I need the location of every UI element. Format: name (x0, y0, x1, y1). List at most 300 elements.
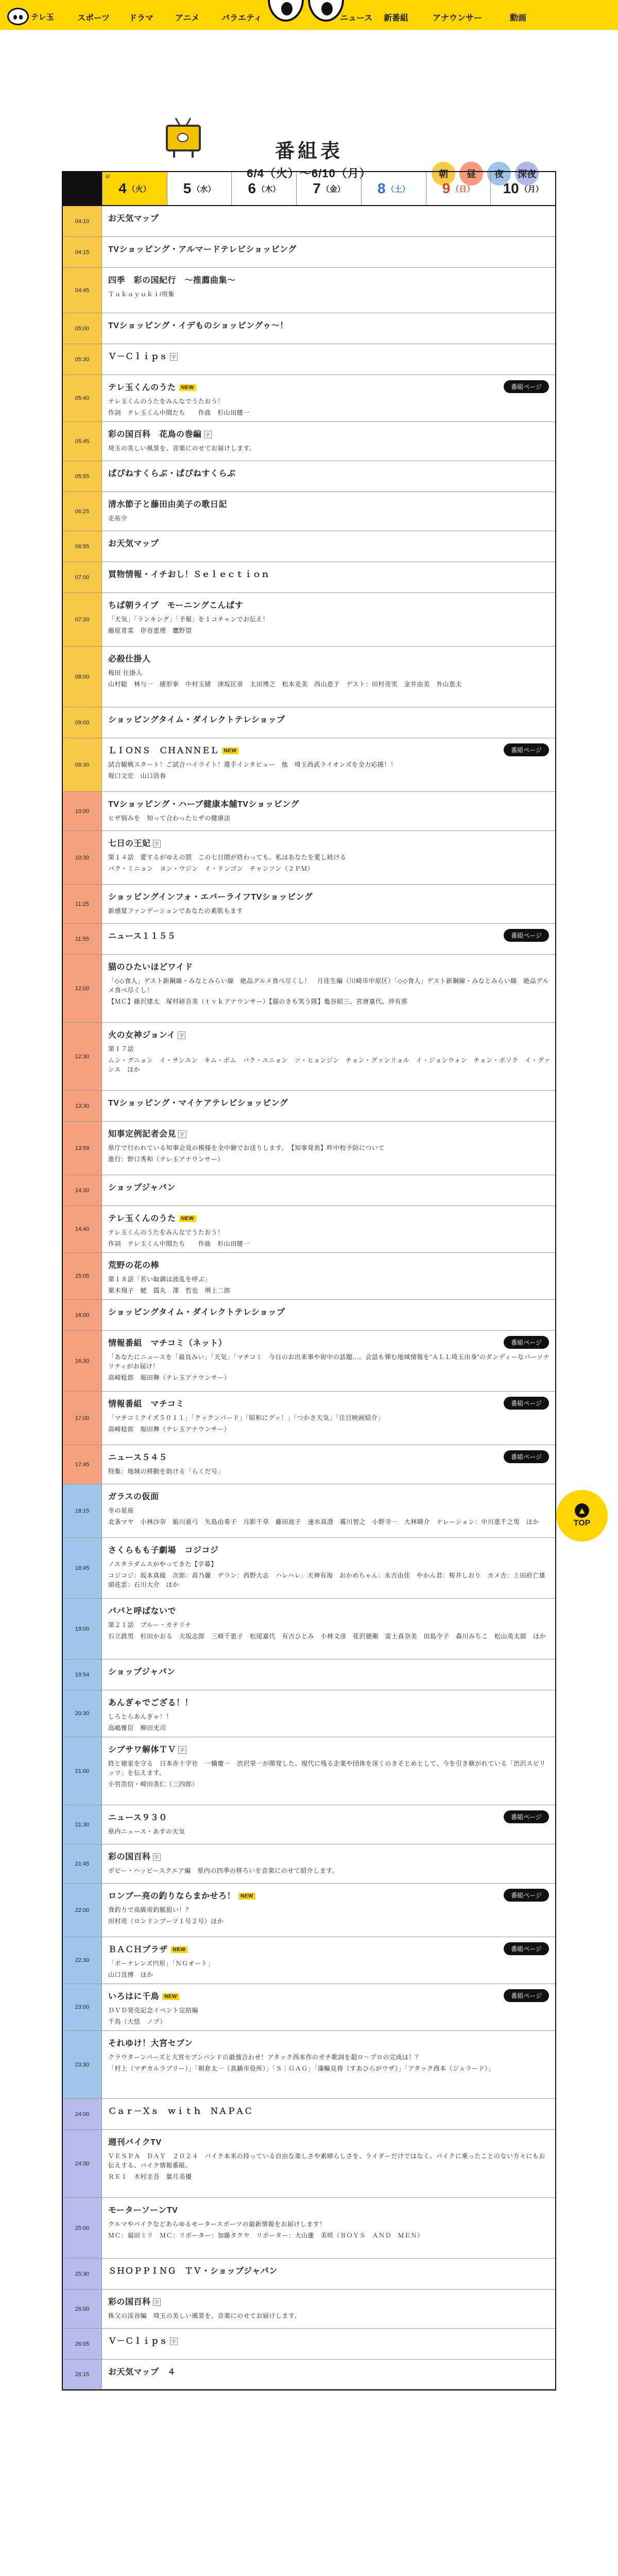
program-row[interactable] (63, 792, 555, 831)
program-row[interactable] (63, 647, 555, 707)
program-body (102, 1206, 555, 1252)
program-time: 09:30 (63, 738, 102, 791)
program-cast: 山口良博 ほか (108, 1971, 153, 1978)
program-row[interactable] (63, 1300, 555, 1331)
tab-day-10[interactable] (490, 172, 555, 205)
program-description: 走祐介 (108, 515, 128, 522)
time-band-2[interactable]: 夜 (487, 162, 511, 185)
program-title (108, 1544, 551, 1555)
program-body (102, 1599, 555, 1659)
program-cast: 作詞 テレ玉くん中間たち 作曲 杉山田健一 (108, 1240, 250, 1247)
tab-day-number: 5 (183, 180, 192, 196)
program-row[interactable] (63, 1484, 555, 1538)
program-description: Ｔａｋａｙｕｋｉ/用集 (108, 291, 175, 298)
nav-announcers[interactable]: アナウンサー (433, 14, 483, 23)
program-title-text: TVショッピング・イデものショッピングゥ～！ (108, 321, 288, 330)
program-title (108, 652, 551, 664)
program-body (102, 1445, 555, 1484)
program-row[interactable] (63, 885, 555, 924)
program-title-text: 必殺仕掛人 (108, 655, 151, 664)
caption-badge: 字 (153, 2298, 161, 2306)
program-description: 冬の星座 (108, 1507, 134, 1514)
program-body (102, 1737, 555, 1805)
program-title-text: シブサワ解体ＴＶ (108, 1745, 177, 1754)
program-row[interactable] (63, 1659, 555, 1690)
program-time: 18:15 (63, 1484, 102, 1537)
arrow-up-icon: ▲ (575, 1503, 589, 1518)
tab-corner (63, 172, 102, 205)
program-title (108, 1181, 551, 1193)
program-time: 05:55 (63, 461, 102, 492)
page-top-button[interactable] (556, 1490, 608, 1541)
program-page-button[interactable]: 番組ページ (504, 929, 549, 942)
nav-videos[interactable]: 動画 (510, 14, 527, 23)
program-description: 梅田 仕掛人 (108, 669, 143, 676)
tv-mascot-icon (163, 117, 204, 159)
program-description: しろとらあんぎゃ！！ (108, 1713, 173, 1720)
program-title (108, 1665, 551, 1677)
program-time: 05:45 (63, 422, 102, 461)
program-row[interactable] (63, 2099, 555, 2130)
program-list (63, 206, 555, 2389)
program-title-text: TVショッピング・ハーブ健康本舗TVショッピング (108, 800, 299, 809)
program-row[interactable] (63, 1737, 555, 1805)
program-page-button[interactable]: 番組ページ (504, 743, 549, 756)
program-row[interactable] (63, 1538, 555, 1599)
tab-day-of-week: （日） (451, 184, 475, 194)
tab-day-4[interactable] (102, 172, 167, 205)
program-body (102, 2259, 555, 2289)
program-title-text: 情報番組 マチコミ（ネット） (108, 1339, 227, 1348)
program-row[interactable] (63, 237, 555, 268)
program-page-button[interactable]: 番組ページ (504, 1810, 549, 1823)
program-description: 第１８話「若い取調は波乱を呼ぶ」 (108, 1276, 212, 1283)
program-time: 23:30 (63, 2031, 102, 2098)
tab-day-9[interactable] (426, 172, 491, 205)
program-title-text: さくらもも子劇場 コジコジ (108, 1546, 219, 1555)
program-row[interactable] (63, 375, 555, 422)
program-title-text: ぱぴねすくらぶ・ぱぴねすくらぶ (108, 469, 236, 478)
program-title-text: パパと呼ばないで (108, 1607, 177, 1616)
program-row[interactable] (63, 1445, 555, 1484)
program-cast: 作詞 テレ玉くん中間たち 作曲 杉山田健一 (108, 409, 250, 416)
program-title (108, 837, 551, 849)
program-time: 26:15 (63, 2360, 102, 2389)
program-row[interactable] (63, 562, 555, 593)
program-description: ＶＥＳＰＡ ＤＡＹ ２０２４ バイク本来の持っている自由な楽しさや素晴らしさを、ライダーだけではなく、バイクに乗ったことのない方々にもお伝えする、バイク情報番組。 (108, 2153, 545, 2169)
program-row[interactable] (63, 831, 555, 885)
site-header (0, 0, 618, 30)
program-time: 05:30 (63, 344, 102, 375)
program-cast: 小宮浩信・崎田美仁（三四郎） (108, 1781, 199, 1788)
tab-day-number: 8 (377, 180, 386, 196)
program-title (108, 1259, 551, 1270)
program-time: 14:30 (63, 1175, 102, 1206)
program-body (102, 461, 555, 492)
program-time: 06:55 (63, 531, 102, 562)
tab-day-6[interactable] (231, 172, 296, 205)
program-time: 26:00 (63, 2290, 102, 2328)
program-title (108, 798, 551, 809)
program-title-text: ガラスの仮面 (108, 1493, 159, 1501)
program-title-text: ＬＩＯＮＳ ＣＨＡＮＮＥＬ (108, 747, 219, 755)
program-title (108, 2204, 551, 2215)
program-page-button[interactable]: 番組ページ (504, 1336, 549, 1349)
program-row[interactable] (63, 1331, 555, 1392)
program-body (102, 2031, 555, 2098)
program-time: 12:30 (63, 1023, 102, 1090)
program-row[interactable] (63, 2031, 555, 2099)
program-description: 「マチコミクイズ５０１１」「クックンパード」「昭和にグッ！」「つかさ天気」「注目映画紹介」 (108, 1414, 384, 1421)
caption-badge: 字 (178, 1746, 186, 1754)
program-description: 「天気」「ランキング」「予報」を１コチャンでお伝え！ (108, 616, 269, 623)
program-time: 06:25 (63, 492, 102, 531)
logo-text: テレ玉 (31, 12, 54, 22)
tab-day-of-week: （金） (321, 184, 345, 194)
program-description: テレ玉くんのうたをみんなでうたおう！ (108, 398, 224, 405)
program-time: 24:00 (63, 2099, 102, 2129)
program-row[interactable] (63, 1690, 555, 1737)
mascot-eyes-icon (268, 0, 345, 24)
program-cast: 山村聡 林与一 緒形拳 中村玉緒 津坂匡章 太田博之 松本克美 西山恵子 ゲスト：田村亮実 金井由美 外山恵太 (108, 681, 462, 688)
program-time: 07:30 (63, 593, 102, 646)
program-time: 04:45 (63, 268, 102, 313)
program-body (102, 268, 555, 313)
program-description: 第２１話 ブルー・カテリナ (108, 1621, 192, 1629)
program-body (102, 792, 555, 831)
program-time: 16:30 (63, 1331, 102, 1391)
nav-drama[interactable]: ドラマ (129, 14, 154, 23)
program-title (108, 2334, 551, 2346)
program-title-text: ショッピングタイム・ダイレクトテレショップ (108, 1308, 285, 1317)
program-description: クラウターンバーズと大宮セブンバンドの最強合わせ！アタック西本作のガチ歌詞を超ロ〜プロの完成は！？ (108, 2054, 422, 2061)
tab-day-number: 6 (248, 180, 256, 196)
program-title-text: 情報番組 マチコミ (108, 1400, 184, 1409)
program-title-text: ショップジャパン (108, 1183, 176, 1192)
caption-badge: 字 (170, 2337, 178, 2345)
program-time: 21:00 (63, 1737, 102, 1805)
program-title (108, 1696, 551, 1708)
program-title (108, 1451, 551, 1463)
program-row[interactable] (63, 707, 555, 738)
program-title (108, 960, 551, 972)
program-body (102, 344, 555, 375)
program-body (102, 1538, 555, 1598)
program-description: 県庁で行われている知事会見の模様を全中継でお送りします。 【知事発表】昨中校予防について (108, 1144, 385, 1151)
program-cast: 田村亮（ロンドンブーツ１号２号）ほか (108, 1918, 224, 1925)
ondemand-badge: NEW (179, 384, 196, 391)
program-time: 09:00 (63, 707, 102, 738)
program-body (102, 2198, 555, 2258)
program-time: 04:10 (63, 206, 102, 236)
ondemand-badge: NEW (162, 1993, 179, 2000)
program-title-text: 彩の国百科 (108, 1853, 151, 1861)
program-title (108, 1850, 551, 1862)
program-page-button[interactable]: 番組ページ (504, 1889, 549, 1902)
program-title-text: TVショッピング・マイケアテレビショッピング (108, 1099, 288, 1108)
program-cast: コジコジ：坂本真綾 次郎：高乃麗 ゲラン：西野大志 ハレハレ：天神有海 おかめちゃん：永吉由佳 やかん君：桜井しおり カメ吉：上田府亡雄 頭花雲：石川大介 ほか (108, 1572, 552, 1588)
program-schedule (62, 171, 556, 2391)
program-title-text: あんぎゃでござる！！ (108, 1699, 194, 1707)
tab-day-number: 9 (442, 180, 451, 196)
program-time: 22:30 (63, 1937, 102, 1984)
program-row[interactable] (63, 1175, 555, 1206)
time-band-1[interactable]: 昼 (459, 162, 483, 185)
program-page-button[interactable]: 番組ページ (504, 1942, 549, 1955)
program-title-text: 彩の国百科 花鳥の巻編 (108, 430, 202, 439)
program-cast: 【ＭＣ】藤沢建太 塚村研吾美（ｔｖｋアナウンサー）【猫のきも笑う隊】亀谷昭三、宮唐嘉代、沖有那 (108, 998, 408, 1005)
program-body (102, 1690, 555, 1737)
program-page-button[interactable]: 番組ページ (504, 1450, 549, 1463)
program-row[interactable] (63, 492, 555, 531)
program-body (102, 1175, 555, 1206)
program-title-text: お天気マップ (108, 539, 159, 548)
program-title (108, 890, 551, 902)
program-title (108, 498, 551, 510)
program-cast: 進行：野口秀和（テレ玉アナウンサー） (108, 1156, 224, 1163)
nav-anime[interactable]: アニメ (175, 14, 200, 23)
program-title-text: 知事定例記者会見 (108, 1130, 177, 1139)
program-description: 試合観戦スタート！ご試合ハイライト！選手インタビュー 他 埼玉西武ライオンズを全力応援！！ (108, 761, 397, 768)
program-description: 「ボーナレンズ円形」「ＮＧオート」 (108, 1960, 214, 1967)
program-row[interactable] (63, 738, 555, 792)
program-title (108, 2295, 551, 2307)
program-title (108, 2105, 551, 2116)
day-tabs (63, 172, 555, 206)
program-title (108, 1811, 551, 1823)
program-time: 19:00 (63, 1599, 102, 1659)
program-title (108, 1490, 551, 1502)
program-page-button[interactable]: 番組ページ (504, 1397, 549, 1410)
program-row[interactable] (63, 422, 555, 461)
program-time: 10:00 (63, 792, 102, 831)
program-description: ノスタラダムスがやってきた【字幕】 (108, 1561, 217, 1568)
tab-day-of-week: （木） (257, 184, 281, 194)
nav-new-programs[interactable]: 新番組 (384, 14, 409, 23)
program-row[interactable] (63, 1884, 555, 1937)
program-time: 11:25 (63, 885, 102, 923)
program-cast: 石立鉄男 杉田かおる 大坂志郎 三崎千恵子 松尾嘉代 有吉ひとみ 小林文彦 花沢徳衛 富士真奈美 田島令子 森川みちこ 松山英太郎 ほか (108, 1633, 546, 1640)
tab-month: 6/ (106, 174, 110, 180)
program-time: 23:00 (63, 1984, 102, 2030)
program-body (102, 492, 555, 531)
program-body (102, 2290, 555, 2328)
program-title-text: テレ玉くんのうた (108, 383, 176, 392)
program-row[interactable] (63, 2329, 555, 2360)
program-body (102, 738, 555, 791)
program-description: 第１７話 (108, 1045, 134, 1053)
program-row[interactable] (63, 1937, 555, 1984)
program-row[interactable] (63, 344, 555, 375)
program-title-text: Ｖ－Ｃｌｉｐｓ (108, 2337, 168, 2346)
tab-day-of-week: （月） (520, 184, 543, 194)
program-title (108, 1028, 551, 1040)
program-cast: ＲＥＩ 木村圭吾 葉月美優 (108, 2173, 192, 2180)
program-title (108, 428, 551, 439)
tab-day-number: 4 (118, 180, 127, 196)
program-title-text: 七日の王妃 (108, 839, 151, 848)
program-description: 「あなたにニュースを「最良みい」「天気」「マチコミ 今日のお出来事や街中の話題…。会話も弾む地域情報を“ＡＬＬ埼玉出身”のダンディーなパーソナリティがお届け！ (108, 1353, 550, 1370)
program-row[interactable] (63, 593, 555, 647)
program-time: 20:30 (63, 1690, 102, 1737)
caption-badge: 字 (178, 1130, 186, 1138)
program-description: クルマやバイクなどあらゆるモータースポーツの最新情報をお届けします！ (108, 2221, 326, 2228)
program-cast: 高崎稔郎 堀田舞（テレ玉アナウンサー） (108, 1426, 231, 1433)
program-body (102, 1300, 555, 1330)
program-title-text: ＳＨＯＰＰＩＮＧ ＴＶ・ショップジャパン (108, 2267, 278, 2276)
program-row[interactable] (63, 2290, 555, 2329)
program-title (108, 319, 551, 331)
tab-day-7[interactable] (296, 172, 361, 205)
program-body (102, 647, 555, 707)
page-top-label: TOP (573, 1519, 591, 1528)
program-body (102, 1884, 555, 1937)
nav-variety[interactable]: バラエティ (221, 14, 262, 23)
program-body (102, 2329, 555, 2359)
program-body (102, 1659, 555, 1690)
program-body (102, 2360, 555, 2389)
program-page-button[interactable]: 番組ページ (504, 1989, 549, 2002)
program-cast: 高崎稔郎 堀田舞（テレ玉アナウンサー） (108, 1374, 231, 1381)
program-cast: 堀口文宏 山口浩春 (108, 772, 166, 779)
program-title (108, 1127, 551, 1139)
program-title-text: 火の女神ジョンイ (108, 1031, 176, 1040)
program-time: 04:15 (63, 237, 102, 267)
program-body (102, 2099, 555, 2129)
tab-day-8[interactable] (361, 172, 426, 205)
program-row[interactable] (63, 2360, 555, 2389)
program-time: 15:05 (63, 1253, 102, 1299)
program-row[interactable] (63, 955, 555, 1023)
program-description: テレ玉くんのうたをみんなでうたおう！ (108, 1229, 224, 1236)
program-time: 22:00 (63, 1884, 102, 1937)
tab-day-5[interactable] (167, 172, 232, 205)
program-title (108, 381, 551, 393)
program-body (102, 1844, 555, 1883)
program-title-text: モーターソーンTV (108, 2206, 178, 2215)
program-row[interactable] (63, 461, 555, 492)
program-body (102, 593, 555, 646)
program-time: 21:30 (63, 1805, 102, 1844)
program-body (102, 707, 555, 738)
program-row[interactable] (63, 1253, 555, 1300)
program-description: 食釣りで高級帝釣脈狙い！？ (108, 1906, 192, 1913)
program-title (108, 350, 551, 362)
program-row[interactable] (63, 1599, 555, 1659)
program-body (102, 1484, 555, 1537)
program-time: 07:00 (63, 562, 102, 592)
date-range: 6/4（火）〜6/10（月） (247, 167, 371, 180)
program-title-text: お天気マップ (108, 214, 159, 223)
program-row[interactable] (63, 1984, 555, 2031)
program-title (108, 1397, 551, 1409)
program-title-text: ショッピングタイム・ダイレクトテレショップ (108, 716, 285, 724)
program-body (102, 1091, 555, 1121)
program-time: 21:45 (63, 1844, 102, 1883)
program-row[interactable] (63, 1122, 555, 1175)
program-row[interactable] (63, 531, 555, 562)
program-row[interactable] (63, 924, 555, 955)
program-row[interactable] (63, 1091, 555, 1122)
program-title (108, 1306, 551, 1317)
nav-news[interactable]: ニュース (340, 14, 373, 23)
program-description: 株父の渓谷編 埼玉の美しい風景を、音楽にのせてお届けします。 (108, 2312, 301, 2319)
program-title (108, 1212, 551, 1224)
program-title-text: 買物情報・イチおし！Ｓｅｌｅｃｔｉｏｎ (108, 570, 270, 579)
program-row[interactable] (63, 2259, 555, 2290)
program-title-text: それゆけ！大宮セブン (108, 2039, 193, 2048)
program-row[interactable] (63, 1805, 555, 1844)
program-body (102, 1122, 555, 1175)
program-title-text: ロンブー亮の釣りならまかせろ！ (108, 1892, 236, 1901)
program-description: ヒザ悩みを 知って合わったヒザの健康法 (108, 815, 231, 822)
program-title-text: Ｖ－Ｃｌｉｐｓ (108, 352, 168, 361)
program-row[interactable] (63, 2198, 555, 2259)
caption-badge: 字 (178, 1031, 186, 1039)
program-body (102, 831, 555, 884)
program-description: ポピー・ハッピースクエア編 県内の四季の移ろいを音楽にのせて紹介します。 (108, 1867, 339, 1874)
program-title (108, 467, 551, 479)
program-row[interactable] (63, 206, 555, 237)
program-time: 11:55 (63, 924, 102, 954)
program-row[interactable] (63, 1392, 555, 1445)
program-title (108, 2365, 551, 2377)
program-body (102, 885, 555, 923)
program-description: 第１４話 愛するがゆえの罰 この七日間が終わっても、私はあなたを愛し続ける (108, 854, 347, 861)
program-title-text: ショッピングインフォ・エバーライフTVショッピング (108, 893, 313, 902)
tab-day-of-week: （火） (127, 184, 151, 194)
program-body (102, 1984, 555, 2030)
program-time: 05:40 (63, 375, 102, 421)
program-time: 25:30 (63, 2259, 102, 2289)
program-title (108, 713, 551, 725)
program-body (102, 1023, 555, 1090)
page-title-area (0, 30, 618, 180)
program-title (108, 274, 551, 285)
ondemand-badge: NEW (238, 1893, 255, 1900)
program-row[interactable] (63, 1206, 555, 1253)
program-title-text: ニュース５４５ (108, 1453, 167, 1462)
program-time: 24:30 (63, 2130, 102, 2197)
nav-sports[interactable]: スポーツ (77, 14, 110, 23)
program-title (108, 1743, 551, 1755)
program-time: 17:45 (63, 1445, 102, 1484)
program-description: 「◇◇食人」ゲスト新鋼線・みなとみらい線 絶品グルメ食べ尽くし！ 月佳生編（川崎市中原区）「◇◇食人」ゲスト新鋼線・みなとみらい線 絶品グルメ食べ尽くし！ (108, 977, 549, 994)
program-row[interactable] (63, 313, 555, 344)
program-row[interactable] (63, 1844, 555, 1884)
ondemand-badge: NEW (179, 1215, 196, 1222)
program-time: 08:00 (63, 647, 102, 707)
time-band-0[interactable]: 朝 (432, 162, 455, 185)
time-band-3[interactable]: 深夜 (515, 162, 539, 185)
program-title (108, 2037, 551, 2048)
program-title (108, 2264, 551, 2276)
program-row[interactable] (63, 268, 555, 313)
program-description: 特集：地域の移動を助ける「らくだ号」 (108, 1468, 225, 1475)
program-page-button[interactable]: 番組ページ (504, 380, 549, 393)
program-title-text: Ｃａｒ－Ｘｓ ｗｉｔｈ ＮＡＰＡＣ (108, 2107, 253, 2116)
program-time: 25:00 (63, 2198, 102, 2258)
program-title-text: 荒野の花の棒 (108, 1261, 160, 1270)
program-time: 13:30 (63, 1091, 102, 1121)
program-title-text: いろはに千鳥 (108, 1992, 160, 2001)
program-row[interactable] (63, 2130, 555, 2198)
program-body (102, 924, 555, 954)
program-body (102, 237, 555, 267)
program-row[interactable] (63, 1023, 555, 1091)
program-title (108, 744, 551, 756)
program-body (102, 1805, 555, 1844)
